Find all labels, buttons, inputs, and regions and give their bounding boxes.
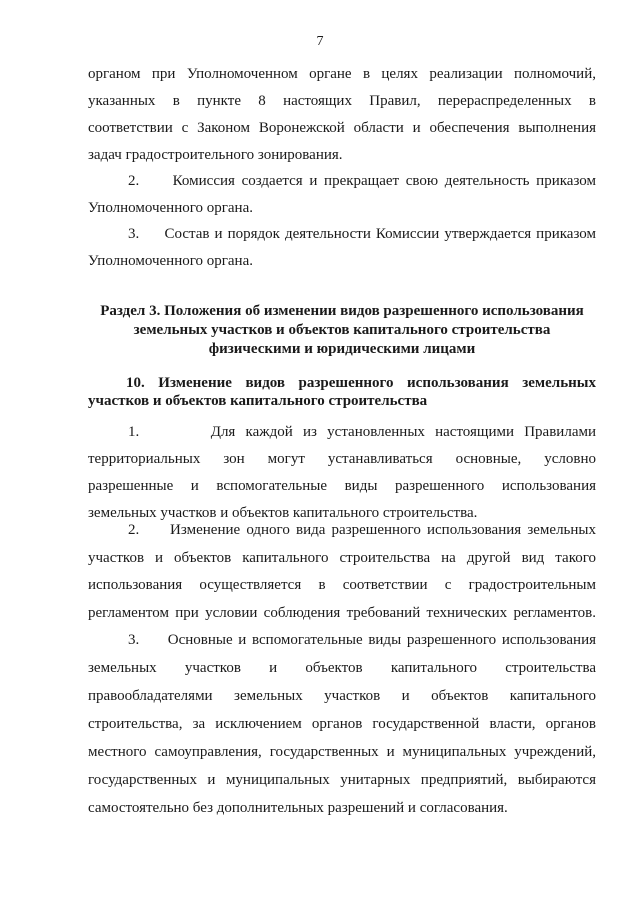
text-line: соответствии с Законом Воронежской области и обеспечения выполнения: [88, 120, 596, 136]
text-line: Уполномоченного органа.: [88, 200, 253, 216]
text-line: правообладателями земельных участков и объектов капитального: [88, 688, 596, 704]
text-line: указанных в пункте 8 настоящих Правил, перераспределенных в: [88, 93, 596, 109]
text-line: использования осуществляется в соответствии с градостроительным: [88, 577, 596, 593]
text-line: регламентом при условии соблюдения требований технических регламентов.: [88, 605, 596, 621]
page-number: 7: [316, 34, 324, 49]
text-line: местного самоуправления, государственных и муниципальных учреждений,: [88, 744, 596, 760]
text-line: строительства, за исключением органов государственной власти, органов: [88, 716, 596, 732]
text-line: государственных и муниципальных унитарных предприятий, выбираются: [88, 772, 596, 788]
text-line: 3. Основные и вспомогательные виды разрешенного использования: [128, 632, 596, 648]
text-line: 3. Состав и порядок деятельности Комиссии утверждается приказом: [128, 226, 596, 242]
text-line: самостоятельно без дополнительных разрешений и согласования.: [88, 800, 508, 816]
text-line: органом при Уполномоченном органе в целях реализации полномочий,: [88, 66, 596, 82]
text-line: земельных участков и объектов капитального строительства: [88, 660, 596, 676]
article-heading-line: 10. Изменение видов разрешенного использования земельных: [126, 375, 596, 391]
text-line: задач градостроительного зонирования.: [88, 147, 343, 163]
section-heading-line: Раздел 3. Положения об изменении видов разрешенного использования: [100, 303, 584, 319]
section-heading-line: физическими и юридическими лицами: [208, 341, 476, 357]
text-line: разрешенные и вспомогательные виды разрешенного использования: [88, 478, 596, 494]
article-heading-line: участков и объектов капитального строительства: [88, 393, 428, 409]
text-line: территориальных зон могут устанавливаться основные, условно: [88, 451, 596, 467]
text-line: 2. Изменение одного вида разрешенного использования земельных: [128, 522, 596, 538]
text-line: Уполномоченного органа.: [88, 253, 253, 269]
text-line: участков и объектов капитального строительства на другой вид такого: [88, 550, 596, 566]
text-line: земельных участков и объектов капитального строительства.: [88, 505, 478, 521]
text-line: 2. Комиссия создается и прекращает свою деятельность приказом: [128, 173, 596, 189]
text-line: 1. Для каждой из установленных настоящими Правилами: [128, 424, 596, 440]
section-heading-line: земельных участков и объектов капитального строительства: [133, 322, 551, 338]
